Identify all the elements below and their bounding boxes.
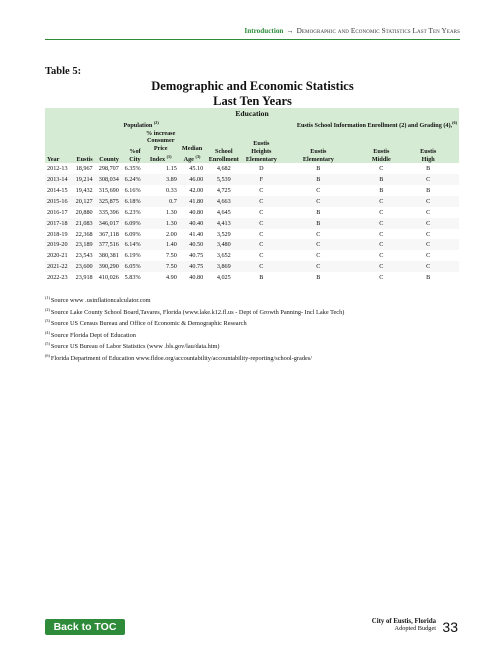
cell-eustis: 19,432 (75, 186, 93, 194)
cell-pct: 6.05% (124, 263, 141, 271)
cell-cpi: 1.40 (165, 241, 177, 249)
cell-high: C (426, 197, 431, 205)
cell-year: 2022-23 (47, 274, 68, 282)
cell-year: 2018-19 (47, 230, 68, 238)
cell-county: 390,290 (98, 263, 119, 271)
cell-high: C (426, 176, 431, 184)
table-row (45, 229, 459, 240)
col-year: Year (47, 155, 60, 163)
cell-eustis: 19,214 (75, 176, 93, 184)
col-eustis-middle: Eustis Middle (371, 148, 391, 163)
footnote: $^{(5)}$Source US Bureau of Labor Statistics (www .bls.gov/lau/data.htm) (45, 341, 220, 351)
cell-cpi: 7.50 (165, 263, 177, 271)
cell-eustis: 20,127 (75, 197, 93, 205)
cell-year: 2020-21 (47, 252, 68, 260)
cell-high: C (426, 241, 431, 249)
col-county: County (99, 155, 119, 163)
footnote: $^{(3)}$Source US Census Bureau and Office of Economic & Demographic Research (45, 318, 247, 328)
cell-high: C (426, 230, 431, 238)
footer-city: City of Eustis, Florida (371, 618, 436, 625)
footnotes (45, 295, 344, 365)
cell-cpi: 4.90 (165, 274, 177, 282)
cell-heights: B (259, 274, 264, 282)
cell-age: 40.50 (189, 241, 204, 249)
education-heading: Education (235, 108, 269, 118)
footer-city-block (372, 618, 436, 632)
cell-high: B (426, 186, 431, 194)
table-row (45, 239, 459, 250)
cell-elem: B (316, 219, 321, 227)
cell-cpi: 0.7 (169, 197, 177, 205)
col-enrollment: School Enrollment (208, 148, 239, 163)
cell-eustis: 23,189 (75, 241, 93, 249)
cell-elem: B (316, 208, 321, 216)
page-title (45, 79, 460, 109)
cell-county: 315,690 (98, 186, 119, 194)
cell-county: 410,026 (98, 274, 119, 282)
cell-middle: C (379, 241, 384, 249)
cell-pct: 6.35% (124, 165, 141, 173)
cell-pct: 6.09% (124, 230, 141, 238)
cell-age: 41.80 (189, 197, 204, 205)
cell-pct: 6.16% (124, 186, 141, 194)
cell-heights: F (259, 176, 264, 184)
header-section-title: Demographic and Economic Statistics Last Ten Years (296, 27, 460, 35)
header-intro-link[interactable]: Introduction (244, 27, 284, 35)
cell-high: C (426, 208, 431, 216)
cell-elem: B (316, 176, 321, 184)
cell-year: 2016-17 (47, 208, 68, 216)
cell-year: 2021-22 (47, 263, 68, 271)
cell-pct: 6.19% (124, 252, 141, 260)
cell-year: 2019-20 (47, 241, 68, 249)
cell-enroll: 3,869 (216, 263, 231, 271)
cell-heights: D (259, 165, 264, 173)
cell-year: 2015-16 (47, 197, 68, 205)
footnote: $^{(4)}$Source Florida Dept of Education (45, 329, 136, 339)
cell-elem: C (316, 197, 321, 205)
cell-eustis: 23,918 (75, 274, 93, 282)
col-heights-elementary: Eustis Heights Elementary (245, 140, 277, 163)
cell-high: B (426, 274, 431, 282)
education-band (45, 108, 459, 119)
cell-high: C (426, 263, 431, 271)
footer-budget: Adopted Budget (394, 625, 436, 632)
table-row (45, 272, 459, 283)
cell-eustis: 22,368 (75, 230, 93, 238)
cell-elem: C (316, 230, 321, 238)
cell-year: 2012-13 (47, 165, 68, 173)
cell-enroll: 3,529 (216, 230, 231, 238)
table-row (45, 261, 459, 272)
cell-middle: C (379, 274, 384, 282)
cell-middle: C (379, 165, 384, 173)
cell-cpi: 1.15 (165, 165, 177, 173)
col-cpi: % increase Consumer Price Index $^{(1)}$ (146, 129, 176, 163)
cell-eustis: 23,600 (75, 263, 93, 271)
cell-year: 2017-18 (47, 219, 68, 227)
cell-age: 40.80 (189, 274, 204, 282)
cell-pct: 6.23% (124, 208, 141, 216)
cell-heights: C (259, 241, 264, 249)
cell-age: 40.80 (189, 208, 204, 216)
cell-enroll: 4,025 (216, 274, 231, 282)
cell-middle: B (379, 176, 384, 184)
table-row (45, 163, 459, 174)
cell-county: 308,034 (98, 176, 119, 184)
cell-heights: C (259, 208, 264, 216)
cell-year: 2014-15 (47, 186, 68, 194)
cell-age: 45.10 (189, 165, 204, 173)
population-group-heading: Population $^{(2)}$ (123, 119, 159, 129)
cell-enroll: 3,652 (216, 252, 231, 260)
cell-enroll: 4,682 (216, 165, 231, 173)
cell-high: B (426, 165, 431, 173)
cell-elem: C (316, 252, 321, 260)
group-band (45, 119, 459, 130)
cell-enroll: 3,480 (216, 241, 231, 249)
cell-elem: B (316, 274, 321, 282)
cell-enroll: 4,413 (216, 219, 231, 227)
col-eustis-high: Eustis High (420, 148, 437, 163)
table-row (45, 185, 459, 196)
table-row (45, 218, 459, 229)
cell-eustis: 21,083 (75, 219, 93, 227)
cell-cpi: 0.33 (165, 186, 177, 194)
cell-county: 367,118 (98, 230, 119, 238)
cell-elem: C (316, 241, 321, 249)
cell-elem: B (316, 165, 321, 173)
header-rule (45, 39, 460, 40)
cell-heights: C (259, 186, 264, 194)
cell-middle: B (379, 186, 384, 194)
cell-eustis: 23,543 (75, 252, 93, 260)
cell-middle: C (379, 263, 384, 271)
cell-eustis: 18,967 (75, 165, 93, 173)
cell-pct: 6.24% (124, 176, 141, 184)
cell-county: 380,381 (98, 252, 119, 260)
cell-high: C (426, 252, 431, 260)
table-row (45, 250, 459, 261)
cell-cpi: 3.89 (165, 176, 177, 184)
cell-county: 325,875 (98, 197, 119, 205)
cell-elem: C (316, 263, 321, 271)
footnote: $^{(2)}$Source Lake County School Board,Tavares, Florida (www.lake.k12.fl.us - Dept of Growth Panning- Incl Lake Tech) (45, 306, 345, 316)
cell-heights: C (259, 263, 264, 271)
cell-county: 335,396 (98, 208, 119, 216)
cell-enroll: 4,645 (216, 208, 231, 216)
cell-heights: C (259, 252, 264, 260)
cell-heights: C (259, 219, 264, 227)
header-arrow: → (286, 27, 294, 35)
statistics-table (45, 108, 459, 283)
cell-high: C (426, 219, 431, 227)
cell-county: 377,516 (98, 241, 119, 249)
cell-cpi: 1.30 (165, 208, 177, 216)
cell-age: 46.00 (189, 176, 204, 184)
cell-age: 40.75 (189, 252, 204, 260)
cell-middle: C (379, 230, 384, 238)
cell-enroll: 4,725 (216, 186, 231, 194)
school-group-heading: Eustis School Information Enrollment (2) and Grading (4),$^{(6)}$ (296, 119, 457, 129)
col-median-age: Median Age $^{(3)}$ (181, 144, 203, 163)
cell-heights: C (259, 230, 264, 238)
cell-age: 40.75 (189, 263, 204, 271)
title-line-1: Demographic and Economic Statistics (151, 79, 354, 93)
column-header-row (45, 130, 459, 163)
cell-age: 42.00 (189, 186, 204, 194)
cell-eustis: 20,880 (75, 208, 93, 216)
cell-age: 40.40 (189, 219, 204, 227)
cell-enroll: 5,539 (216, 176, 231, 184)
table-row (45, 174, 459, 185)
cell-county: 346,017 (98, 219, 119, 227)
footnote: $^{(6)}$Florida Department of Education www.fldoe.org/accountability/accountability-reporting/school-grades/ (45, 352, 312, 363)
cell-cpi: 7.50 (165, 252, 177, 260)
cell-middle: C (379, 197, 384, 205)
table-row (45, 196, 459, 207)
cell-county: 298,707 (98, 165, 119, 173)
page-number: 33 (442, 619, 458, 635)
cell-cpi: 1.30 (165, 219, 177, 227)
table-label: Table 5: (45, 66, 82, 77)
col-pct-city: %of City (129, 148, 141, 163)
footnote: $^{(1)}$Source www .usinflationcalculator.com (45, 295, 151, 305)
col-eustis: Eustis (76, 155, 93, 163)
cell-cpi: 2.00 (165, 230, 177, 238)
title-line-2: Last Ten Years (213, 94, 292, 108)
cell-enroll: 4,663 (216, 197, 231, 205)
cell-pct: 5.83% (124, 274, 141, 282)
cell-age: 41.40 (189, 230, 204, 238)
cell-year: 2013-14 (47, 176, 68, 184)
cell-middle: C (379, 208, 384, 216)
cell-heights: C (259, 197, 264, 205)
cell-pct: 6.18% (124, 197, 141, 205)
back-to-toc-button[interactable]: Back to TOC (45, 619, 125, 635)
col-eustis-elementary: Eustis Elementary (302, 148, 334, 163)
cell-middle: C (379, 252, 384, 260)
cell-pct: 6.14% (124, 241, 141, 249)
cell-pct: 6.09% (124, 219, 141, 227)
table-row (45, 207, 459, 218)
cell-middle: C (379, 219, 384, 227)
cell-elem: C (316, 186, 321, 194)
running-header (244, 27, 460, 35)
